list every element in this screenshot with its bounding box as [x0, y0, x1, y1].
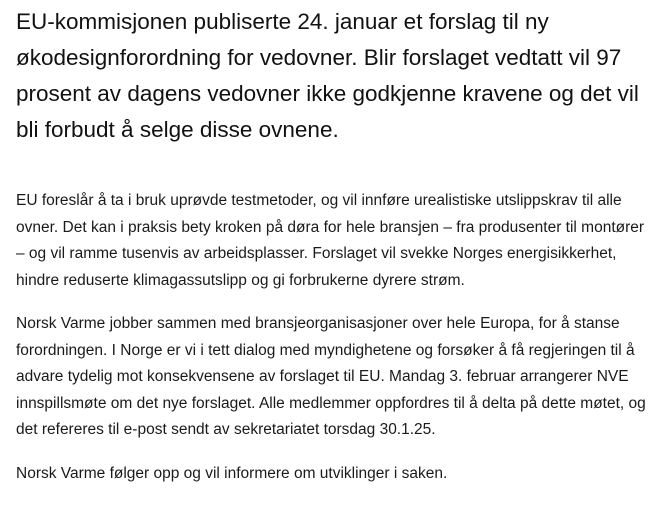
article — [16, 0, 656, 487]
body-paragraph: Norsk Varme jobber sammen med bransjeorganisasjoner over hele Europa, for å stanse forordningen. I Norge er vi i tett dialog med myndighetene og forsøker å få regjeringen til å advare tydelig mot konsekvensene av forslaget til EU. Mandag 3. februar arrangerer NVE innspillsmøte om det nye forslaget. Alle medlemmer oppfordres til å delta på dette møtet, og det refereres til e-post sendt av sekretariatet torsdag 30.1.25. — [16, 315, 646, 438]
body-paragraph: Norsk Varme følger opp og vil informere om utviklinger i saken. — [16, 464, 448, 482]
article-lead: EU-kommisjonen publiserte 24. januar et forslag til ny økodesignforordning for vedovner. Blir forslaget vedtatt vil 97 prosent av dagens vedovner ikke godkjenne kravene og det vil bli forbudt å selge disse ovnene. — [16, 9, 639, 142]
body-paragraph: EU foreslår å ta i bruk uprøvde testmetoder, og vil innføre urealistiske utslippskrav til alle ovner. Det kan i praksis bety kroken på døra for hele bransjen – fra produsenter til montører – og vil ramme tusenvis av arbeidsplasser. Forslaget vil svekke Norges energisikkerhet, hindre reduserte klimagassutslipp og gi forbrukerne dyrere strøm. — [16, 192, 645, 289]
